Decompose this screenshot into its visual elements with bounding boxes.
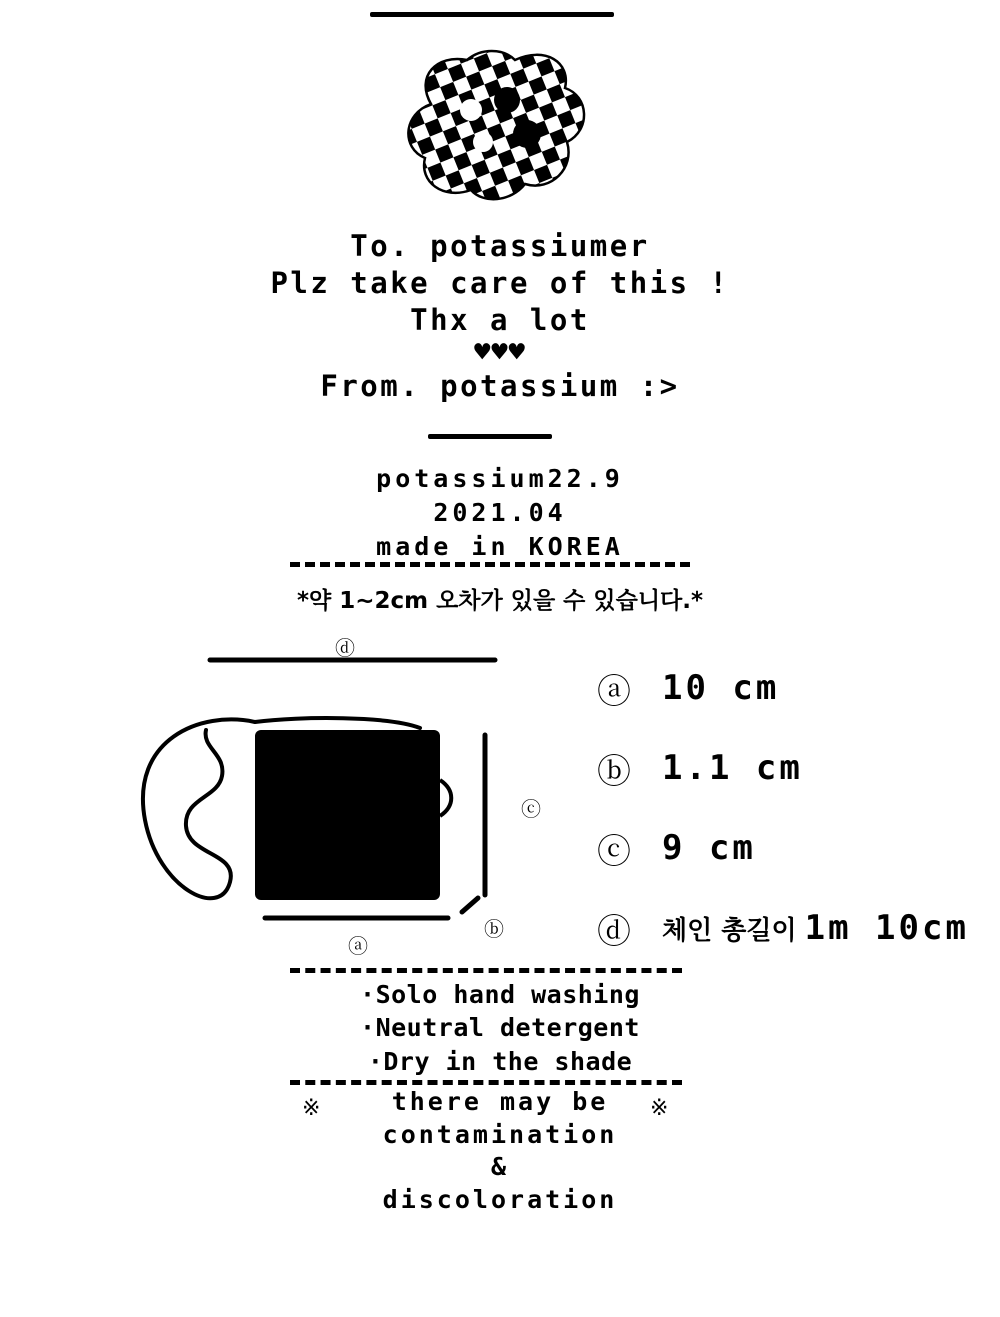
brand-date: 2021.04	[433, 497, 567, 527]
asterisk-icon-right: ※	[650, 1096, 669, 1121]
warning-line-1: there may be	[391, 1087, 609, 1116]
warning-line-2: contamination	[382, 1119, 618, 1149]
dimension-value-c: 9 cm	[662, 828, 756, 868]
dimension-row-b	[590, 728, 990, 808]
dimension-mark-b: ⓑ	[597, 751, 631, 792]
dimension-row-d	[590, 888, 990, 968]
care-instructions	[0, 978, 1000, 1078]
care-line-2: ·Neutral detergent	[360, 1013, 640, 1043]
warning-line-4: discoloration	[382, 1184, 618, 1214]
dashed-divider-top	[290, 562, 690, 567]
dimension-mark-d: ⓓ	[597, 911, 631, 952]
measure-label-d: ⓓ	[335, 636, 355, 660]
message-line-4: From. potassium :>	[320, 368, 680, 403]
brand-name: potassium22.9	[376, 464, 624, 493]
warning-line-3: &	[490, 1152, 510, 1181]
top-divider-rule	[370, 12, 614, 17]
measure-label-a: ⓐ	[348, 934, 368, 958]
dimension-prefix-d: 체인 총길이	[662, 915, 797, 946]
dashed-divider-middle	[290, 968, 682, 973]
dashed-divider-bottom	[290, 1080, 682, 1085]
dimension-row-c	[590, 808, 990, 888]
hearts-icon: ♥♥♥	[474, 337, 526, 369]
dimension-mark-a: ⓐ	[597, 671, 631, 712]
care-line-1: ·Solo hand washing	[360, 980, 640, 1009]
checkerboard-blob-logo	[375, 38, 607, 214]
message-line-2: Plz take care of this !	[270, 266, 730, 301]
dimension-value-b: 1.1 cm	[662, 748, 803, 788]
product-illustration	[110, 630, 560, 960]
tolerance-note: *약 1~2cm 오차가 있을 수 있습니다.*	[296, 588, 704, 614]
care-line-3: ·Dry in the shade	[367, 1046, 633, 1076]
dimension-mark-c: ⓒ	[597, 831, 631, 872]
middle-divider-rule	[428, 434, 552, 439]
dimensions-list	[590, 648, 990, 968]
warning-block	[0, 1086, 1000, 1216]
message-line-1: To. potassiumer	[350, 229, 650, 263]
measure-label-c: ⓒ	[521, 797, 541, 821]
brand-block	[0, 462, 1000, 563]
message-block	[0, 228, 1000, 405]
asterisk-icon-left: ※	[302, 1096, 321, 1121]
dimension-row-a	[590, 648, 990, 728]
measure-label-b: ⓑ	[484, 917, 504, 941]
brand-origin: made in KOREA	[376, 531, 624, 561]
dimension-value-a: 10 cm	[662, 668, 780, 708]
message-line-3: Thx a lot	[410, 303, 590, 338]
dimension-value-d: 1m 10cm	[804, 908, 969, 948]
